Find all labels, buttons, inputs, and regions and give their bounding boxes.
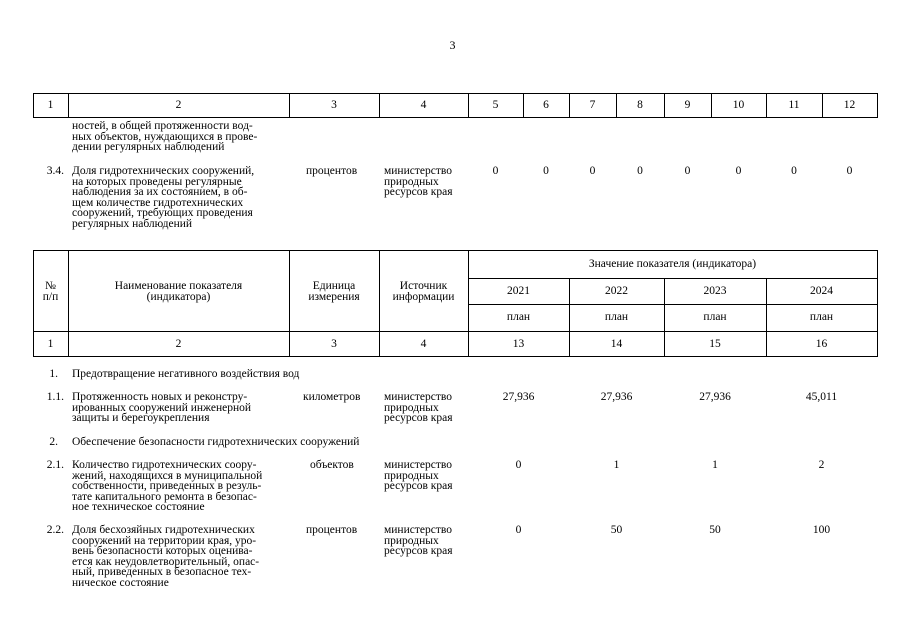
- header-value-group-label: Значение показателя (индикатора): [588, 258, 757, 270]
- header2-col-number: 14: [610, 338, 623, 350]
- indicator-value: 50: [709, 524, 721, 536]
- header-unit-label: Единица измерения: [308, 280, 360, 303]
- row-number: 1.1.: [46, 391, 64, 403]
- indicator-value: 45,011: [805, 391, 838, 403]
- header-col-number: 12: [843, 99, 856, 111]
- indicator-value: 27,936: [600, 391, 633, 403]
- indicator-value: 0: [492, 165, 499, 177]
- unit-of-measure: процентов: [306, 524, 358, 536]
- header-plan: план: [703, 311, 727, 323]
- indicator-name: Количество гидротехнических соору- жений, находящихся в муниципальной собственности, приведенных в резуль- тате капитального ремонта в безопас- ное техническое состояние: [72, 459, 263, 513]
- indicator-value: 0: [846, 165, 853, 177]
- header-col-number: 7: [589, 99, 596, 111]
- indicator-value: 100: [812, 524, 831, 536]
- indicator-value: 0: [589, 165, 596, 177]
- header2-col-number: 15: [709, 338, 721, 350]
- section-number: 1.: [49, 368, 58, 380]
- header-col-number: 4: [420, 99, 427, 111]
- section-title: Предотвращение негативного воздействия вод: [72, 368, 300, 380]
- header-col-number: 1: [47, 99, 54, 111]
- indicator-value: 0: [684, 165, 691, 177]
- header-year: 2022: [605, 285, 628, 297]
- unit-of-measure: процентов: [306, 165, 358, 177]
- header-year: 2021: [507, 285, 530, 297]
- page-number: 3: [449, 38, 456, 52]
- indicator-value: 0: [515, 524, 522, 536]
- header-plan: план: [604, 311, 629, 323]
- section-title: Обеспечение безопасности гидротехнических сооружений: [72, 436, 360, 448]
- information-source: министерство природных ресурсов края: [384, 391, 453, 424]
- header2-col-number: 1: [47, 338, 54, 350]
- header-col-number: 6: [543, 99, 549, 111]
- section-number: 2.: [49, 436, 58, 448]
- indicator-name: Доля гидротехнических сооружений, на которых проведены регулярные наблюдения за их состоянием, в об- щем количестве гидротехнических сооружений, требующих проведения регулярных наблюдений: [72, 165, 255, 230]
- header2-col-number: 2: [175, 338, 182, 350]
- header2-col-number: 3: [331, 338, 337, 350]
- indicator-value: 50: [610, 524, 623, 536]
- indicator-value: 27,936: [699, 391, 731, 403]
- header-year: 2024: [810, 285, 833, 297]
- header-col-number: 2: [175, 99, 182, 111]
- header-col-number: 5: [492, 99, 499, 111]
- indicator-value: 0: [791, 165, 797, 177]
- header2-col-number: 13: [512, 338, 525, 350]
- information-source: министерство природных ресурсов края: [384, 524, 453, 557]
- header-num-label: № п/п: [42, 280, 59, 303]
- header-col-number: 8: [637, 99, 643, 111]
- header-plan: план: [506, 311, 531, 323]
- indicator-value: 27,936: [502, 391, 535, 403]
- indicator-value: 2: [818, 459, 825, 471]
- indicator-value: 0: [515, 459, 522, 471]
- row-number: 3.4.: [46, 165, 64, 177]
- header-name-label: Наименование показателя (индикатора): [114, 280, 243, 303]
- header-plan: план: [809, 311, 834, 323]
- indicator-name: Протяженность новых и реконстру- ированных сооружений инженерной защиты и берегоукрепления: [72, 391, 252, 424]
- header-col-number: 11: [788, 99, 800, 111]
- indicator-value: 0: [543, 165, 549, 177]
- header-year: 2023: [703, 285, 727, 297]
- indicator-value: 1: [613, 459, 620, 471]
- unit-of-measure: километров: [303, 391, 361, 403]
- header-source-label: Источник информации: [392, 280, 455, 303]
- header-col-number: 3: [331, 99, 337, 111]
- row-number: 2.1.: [46, 459, 64, 471]
- continuation-text: ностей, в общей протяженности вод- ных объектов, нуждающихся в прове- дении регулярных наблюдений: [72, 120, 258, 153]
- row-number: 2.2.: [46, 524, 64, 536]
- indicator-name: Доля бесхозяйных гидротехнических сооружений на территории края, уро- вень безопасности которых оценива- ется как неудовлетворительный, опас- ный, приведенных в безопасное тех- ническое состояние: [72, 524, 260, 589]
- header2-col-number: 16: [815, 338, 828, 350]
- header2-col-number: 4: [420, 338, 427, 350]
- header-col-number: 10: [732, 99, 745, 111]
- information-source: министерство природных ресурсов края: [384, 459, 453, 492]
- indicator-value: 1: [712, 459, 718, 471]
- information-source: министерство природных ресурсов края: [384, 165, 453, 198]
- header-col-number: 9: [684, 99, 691, 111]
- indicator-value: 0: [735, 165, 742, 177]
- indicator-value: 0: [637, 165, 643, 177]
- unit-of-measure: объектов: [310, 459, 354, 471]
